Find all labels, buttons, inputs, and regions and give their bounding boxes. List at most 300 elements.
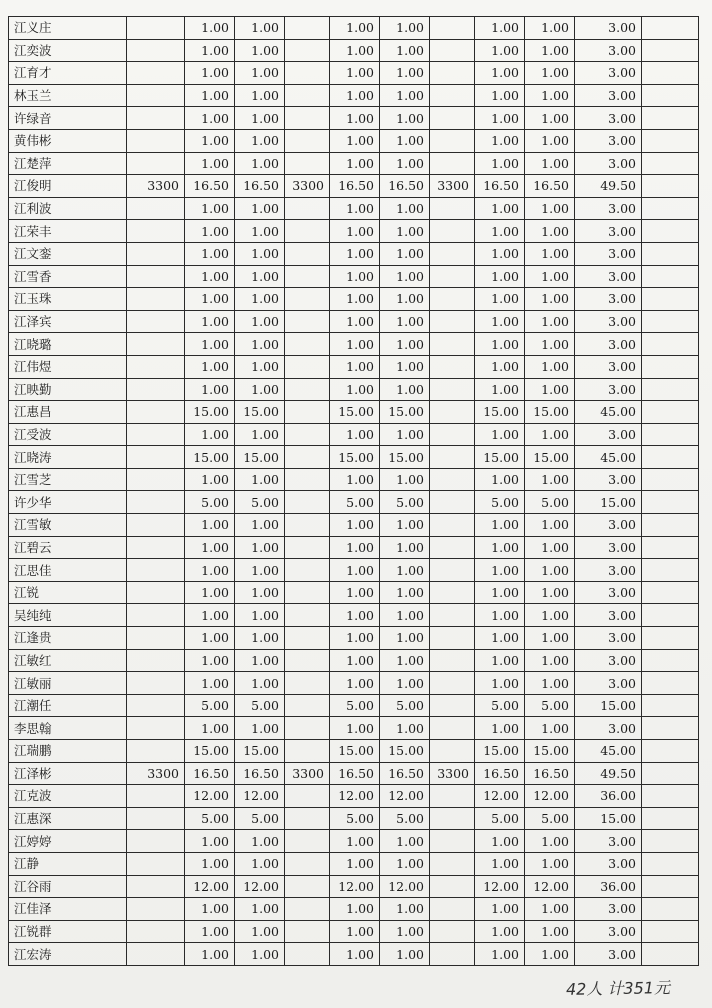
value-cell-f: 1.00 bbox=[380, 107, 430, 130]
value-cell-e: 1.00 bbox=[330, 581, 380, 604]
value-cell-a bbox=[127, 898, 185, 921]
value-cell-h: 15.00 bbox=[475, 740, 525, 763]
value-cell-e: 12.00 bbox=[330, 785, 380, 808]
value-cell-e: 1.00 bbox=[330, 152, 380, 175]
value-cell-f: 15.00 bbox=[380, 740, 430, 763]
value-cell-e: 16.50 bbox=[330, 762, 380, 785]
value-cell-f: 1.00 bbox=[380, 355, 430, 378]
value-cell-c: 1.00 bbox=[235, 310, 285, 333]
value-cell-b: 1.00 bbox=[185, 310, 235, 333]
value-cell-j: 45.00 bbox=[575, 740, 642, 763]
name-cell: 江雪香 bbox=[9, 265, 127, 288]
value-cell-a bbox=[127, 423, 185, 446]
value-cell-j: 3.00 bbox=[575, 107, 642, 130]
value-cell-h: 1.00 bbox=[475, 152, 525, 175]
value-cell-d bbox=[285, 581, 330, 604]
value-cell-d bbox=[285, 107, 330, 130]
value-cell-e: 1.00 bbox=[330, 220, 380, 243]
value-cell-b: 16.50 bbox=[185, 762, 235, 785]
value-cell-h: 1.00 bbox=[475, 265, 525, 288]
value-cell-h: 15.00 bbox=[475, 401, 525, 424]
value-cell-i: 1.00 bbox=[525, 197, 575, 220]
value-cell-c: 1.00 bbox=[235, 378, 285, 401]
value-cell-a bbox=[127, 129, 185, 152]
value-cell-h: 12.00 bbox=[475, 875, 525, 898]
table-row bbox=[9, 446, 699, 469]
table-row bbox=[9, 943, 699, 966]
table-row bbox=[9, 62, 699, 85]
value-cell-j: 3.00 bbox=[575, 830, 642, 853]
value-cell-d bbox=[285, 514, 330, 537]
value-cell-e: 15.00 bbox=[330, 740, 380, 763]
name-cell: 江育才 bbox=[9, 62, 127, 85]
table-row bbox=[9, 423, 699, 446]
name-cell: 江泽宾 bbox=[9, 310, 127, 333]
value-cell-i: 1.00 bbox=[525, 310, 575, 333]
value-cell-f: 1.00 bbox=[380, 717, 430, 740]
value-cell-i: 1.00 bbox=[525, 536, 575, 559]
value-cell-g bbox=[430, 627, 475, 650]
value-cell-g bbox=[430, 355, 475, 378]
value-cell-b: 1.00 bbox=[185, 84, 235, 107]
value-cell-c: 12.00 bbox=[235, 875, 285, 898]
value-cell-c: 5.00 bbox=[235, 807, 285, 830]
value-cell-h: 1.00 bbox=[475, 717, 525, 740]
value-cell-e: 1.00 bbox=[330, 129, 380, 152]
empty-cell bbox=[642, 852, 699, 875]
value-cell-b: 1.00 bbox=[185, 717, 235, 740]
empty-cell bbox=[642, 807, 699, 830]
value-cell-c: 1.00 bbox=[235, 536, 285, 559]
value-cell-j: 3.00 bbox=[575, 242, 642, 265]
value-cell-b: 15.00 bbox=[185, 446, 235, 469]
value-cell-h: 1.00 bbox=[475, 649, 525, 672]
name-cell: 江克波 bbox=[9, 785, 127, 808]
value-cell-e: 1.00 bbox=[330, 39, 380, 62]
value-cell-i: 1.00 bbox=[525, 468, 575, 491]
name-cell: 江谷雨 bbox=[9, 875, 127, 898]
value-cell-d bbox=[285, 242, 330, 265]
name-cell: 江静 bbox=[9, 852, 127, 875]
value-cell-d bbox=[285, 378, 330, 401]
table-row bbox=[9, 378, 699, 401]
value-cell-i: 1.00 bbox=[525, 107, 575, 130]
name-cell: 江泽彬 bbox=[9, 762, 127, 785]
value-cell-b: 1.00 bbox=[185, 852, 235, 875]
table-row bbox=[9, 627, 699, 650]
value-cell-b: 1.00 bbox=[185, 242, 235, 265]
value-cell-h: 1.00 bbox=[475, 355, 525, 378]
value-cell-d bbox=[285, 649, 330, 672]
value-cell-j: 3.00 bbox=[575, 355, 642, 378]
value-cell-g: 3300 bbox=[430, 175, 475, 198]
value-cell-g bbox=[430, 514, 475, 537]
value-cell-f: 1.00 bbox=[380, 288, 430, 311]
value-cell-h: 1.00 bbox=[475, 514, 525, 537]
value-cell-d bbox=[285, 84, 330, 107]
value-cell-j: 15.00 bbox=[575, 807, 642, 830]
value-cell-i: 1.00 bbox=[525, 62, 575, 85]
value-cell-b: 1.00 bbox=[185, 197, 235, 220]
value-cell-a bbox=[127, 468, 185, 491]
empty-cell bbox=[642, 536, 699, 559]
value-cell-c: 1.00 bbox=[235, 288, 285, 311]
value-cell-f: 1.00 bbox=[380, 468, 430, 491]
value-cell-g bbox=[430, 717, 475, 740]
value-cell-c: 1.00 bbox=[235, 717, 285, 740]
value-cell-h: 1.00 bbox=[475, 84, 525, 107]
name-cell: 江雪敏 bbox=[9, 514, 127, 537]
value-cell-e: 1.00 bbox=[330, 852, 380, 875]
value-cell-d bbox=[285, 536, 330, 559]
value-cell-c: 1.00 bbox=[235, 559, 285, 582]
empty-cell bbox=[642, 649, 699, 672]
name-cell: 江敏丽 bbox=[9, 672, 127, 695]
value-cell-j: 45.00 bbox=[575, 401, 642, 424]
value-cell-f: 1.00 bbox=[380, 39, 430, 62]
value-cell-j: 3.00 bbox=[575, 129, 642, 152]
empty-cell bbox=[642, 875, 699, 898]
table-row bbox=[9, 920, 699, 943]
value-cell-b: 1.00 bbox=[185, 17, 235, 40]
value-cell-j: 3.00 bbox=[575, 288, 642, 311]
value-cell-a bbox=[127, 649, 185, 672]
empty-cell bbox=[642, 152, 699, 175]
value-cell-a bbox=[127, 536, 185, 559]
empty-cell bbox=[642, 898, 699, 921]
table-row bbox=[9, 875, 699, 898]
value-cell-c: 1.00 bbox=[235, 830, 285, 853]
value-cell-a bbox=[127, 514, 185, 537]
value-cell-f: 1.00 bbox=[380, 423, 430, 446]
value-cell-g bbox=[430, 943, 475, 966]
value-cell-j: 3.00 bbox=[575, 17, 642, 40]
value-cell-h: 12.00 bbox=[475, 785, 525, 808]
value-cell-j: 49.50 bbox=[575, 175, 642, 198]
value-cell-i: 1.00 bbox=[525, 355, 575, 378]
value-cell-f: 1.00 bbox=[380, 943, 430, 966]
empty-cell bbox=[642, 672, 699, 695]
value-cell-e: 1.00 bbox=[330, 514, 380, 537]
value-cell-h: 16.50 bbox=[475, 175, 525, 198]
value-cell-i: 1.00 bbox=[525, 242, 575, 265]
empty-cell bbox=[642, 762, 699, 785]
value-cell-c: 1.00 bbox=[235, 17, 285, 40]
value-cell-d bbox=[285, 898, 330, 921]
value-cell-j: 3.00 bbox=[575, 468, 642, 491]
value-cell-d bbox=[285, 491, 330, 514]
value-cell-j: 3.00 bbox=[575, 220, 642, 243]
value-cell-d bbox=[285, 852, 330, 875]
value-cell-h: 1.00 bbox=[475, 378, 525, 401]
value-cell-f: 5.00 bbox=[380, 694, 430, 717]
value-cell-d: 3300 bbox=[285, 762, 330, 785]
value-cell-h: 1.00 bbox=[475, 559, 525, 582]
value-cell-d bbox=[285, 875, 330, 898]
value-cell-e: 16.50 bbox=[330, 175, 380, 198]
value-cell-j: 3.00 bbox=[575, 39, 642, 62]
value-cell-i: 1.00 bbox=[525, 333, 575, 356]
value-cell-c: 1.00 bbox=[235, 581, 285, 604]
value-cell-a bbox=[127, 197, 185, 220]
table-row bbox=[9, 265, 699, 288]
value-cell-e: 1.00 bbox=[330, 197, 380, 220]
value-cell-b: 12.00 bbox=[185, 875, 235, 898]
name-cell: 江敏红 bbox=[9, 649, 127, 672]
value-cell-e: 1.00 bbox=[330, 559, 380, 582]
value-cell-e: 1.00 bbox=[330, 423, 380, 446]
value-cell-j: 3.00 bbox=[575, 333, 642, 356]
value-cell-e: 5.00 bbox=[330, 807, 380, 830]
name-cell: 江奕波 bbox=[9, 39, 127, 62]
value-cell-d bbox=[285, 310, 330, 333]
value-cell-a bbox=[127, 491, 185, 514]
value-cell-d bbox=[285, 220, 330, 243]
empty-cell bbox=[642, 581, 699, 604]
table-row bbox=[9, 468, 699, 491]
value-cell-c: 1.00 bbox=[235, 107, 285, 130]
empty-cell bbox=[642, 785, 699, 808]
value-cell-h: 5.00 bbox=[475, 807, 525, 830]
value-cell-a bbox=[127, 740, 185, 763]
value-cell-i: 1.00 bbox=[525, 423, 575, 446]
value-cell-b: 1.00 bbox=[185, 898, 235, 921]
value-cell-g bbox=[430, 740, 475, 763]
value-cell-e: 1.00 bbox=[330, 536, 380, 559]
name-cell: 江雪芝 bbox=[9, 468, 127, 491]
table-row bbox=[9, 288, 699, 311]
value-cell-b: 1.00 bbox=[185, 378, 235, 401]
empty-cell bbox=[642, 17, 699, 40]
value-cell-g bbox=[430, 649, 475, 672]
value-cell-d bbox=[285, 17, 330, 40]
value-cell-a bbox=[127, 807, 185, 830]
table-row bbox=[9, 39, 699, 62]
value-cell-g bbox=[430, 446, 475, 469]
empty-cell bbox=[642, 220, 699, 243]
value-cell-a bbox=[127, 310, 185, 333]
value-cell-g bbox=[430, 242, 475, 265]
value-cell-d bbox=[285, 423, 330, 446]
value-cell-h: 15.00 bbox=[475, 446, 525, 469]
empty-cell bbox=[642, 514, 699, 537]
value-cell-i: 1.00 bbox=[525, 920, 575, 943]
value-cell-f: 16.50 bbox=[380, 175, 430, 198]
empty-cell bbox=[642, 39, 699, 62]
value-cell-c: 15.00 bbox=[235, 740, 285, 763]
value-cell-e: 1.00 bbox=[330, 627, 380, 650]
name-cell: 江俊明 bbox=[9, 175, 127, 198]
empty-cell bbox=[642, 265, 699, 288]
value-cell-d bbox=[285, 672, 330, 695]
value-cell-a bbox=[127, 830, 185, 853]
value-cell-i: 1.00 bbox=[525, 830, 575, 853]
value-cell-d bbox=[285, 39, 330, 62]
value-cell-e: 1.00 bbox=[330, 333, 380, 356]
value-cell-c: 1.00 bbox=[235, 152, 285, 175]
value-cell-b: 1.00 bbox=[185, 604, 235, 627]
value-cell-f: 1.00 bbox=[380, 627, 430, 650]
value-cell-a bbox=[127, 355, 185, 378]
name-cell: 江映勤 bbox=[9, 378, 127, 401]
value-cell-j: 3.00 bbox=[575, 604, 642, 627]
value-cell-e: 1.00 bbox=[330, 672, 380, 695]
value-cell-i: 1.00 bbox=[525, 627, 575, 650]
value-cell-j: 3.00 bbox=[575, 423, 642, 446]
value-cell-j: 3.00 bbox=[575, 152, 642, 175]
value-cell-e: 1.00 bbox=[330, 242, 380, 265]
value-cell-f: 1.00 bbox=[380, 152, 430, 175]
value-cell-g bbox=[430, 559, 475, 582]
value-cell-a bbox=[127, 152, 185, 175]
value-cell-j: 45.00 bbox=[575, 446, 642, 469]
value-cell-j: 3.00 bbox=[575, 717, 642, 740]
value-cell-a bbox=[127, 288, 185, 311]
table-row bbox=[9, 559, 699, 582]
value-cell-c: 1.00 bbox=[235, 84, 285, 107]
value-cell-e: 1.00 bbox=[330, 107, 380, 130]
name-cell: 江佳泽 bbox=[9, 898, 127, 921]
value-cell-j: 3.00 bbox=[575, 265, 642, 288]
value-cell-a bbox=[127, 84, 185, 107]
value-cell-f: 1.00 bbox=[380, 333, 430, 356]
value-cell-i: 1.00 bbox=[525, 84, 575, 107]
value-cell-f: 5.00 bbox=[380, 807, 430, 830]
value-cell-j: 3.00 bbox=[575, 84, 642, 107]
value-cell-c: 12.00 bbox=[235, 785, 285, 808]
table-row bbox=[9, 242, 699, 265]
value-cell-g bbox=[430, 152, 475, 175]
value-cell-d bbox=[285, 333, 330, 356]
empty-cell bbox=[642, 943, 699, 966]
empty-cell bbox=[642, 468, 699, 491]
value-cell-b: 1.00 bbox=[185, 265, 235, 288]
value-cell-e: 1.00 bbox=[330, 830, 380, 853]
value-cell-f: 12.00 bbox=[380, 875, 430, 898]
value-cell-i: 12.00 bbox=[525, 875, 575, 898]
value-cell-a bbox=[127, 785, 185, 808]
value-cell-e: 15.00 bbox=[330, 401, 380, 424]
value-cell-a bbox=[127, 446, 185, 469]
empty-cell bbox=[642, 694, 699, 717]
table-row bbox=[9, 355, 699, 378]
value-cell-g bbox=[430, 129, 475, 152]
value-cell-f: 1.00 bbox=[380, 197, 430, 220]
value-cell-f: 1.00 bbox=[380, 310, 430, 333]
value-cell-c: 1.00 bbox=[235, 627, 285, 650]
value-cell-g bbox=[430, 265, 475, 288]
value-cell-b: 1.00 bbox=[185, 559, 235, 582]
value-cell-b: 5.00 bbox=[185, 807, 235, 830]
value-cell-e: 5.00 bbox=[330, 694, 380, 717]
value-cell-c: 1.00 bbox=[235, 852, 285, 875]
value-cell-c: 1.00 bbox=[235, 514, 285, 537]
value-cell-f: 1.00 bbox=[380, 672, 430, 695]
value-cell-j: 3.00 bbox=[575, 649, 642, 672]
name-cell: 江碧云 bbox=[9, 536, 127, 559]
value-cell-f: 1.00 bbox=[380, 220, 430, 243]
empty-cell bbox=[642, 175, 699, 198]
empty-cell bbox=[642, 378, 699, 401]
value-cell-b: 1.00 bbox=[185, 649, 235, 672]
value-cell-h: 1.00 bbox=[475, 129, 525, 152]
value-cell-g: 3300 bbox=[430, 762, 475, 785]
value-cell-e: 1.00 bbox=[330, 943, 380, 966]
table-row bbox=[9, 197, 699, 220]
value-cell-i: 1.00 bbox=[525, 39, 575, 62]
empty-cell bbox=[642, 197, 699, 220]
table-row bbox=[9, 785, 699, 808]
empty-cell bbox=[642, 288, 699, 311]
value-cell-h: 5.00 bbox=[475, 694, 525, 717]
value-cell-b: 1.00 bbox=[185, 920, 235, 943]
value-cell-a bbox=[127, 220, 185, 243]
value-cell-d bbox=[285, 62, 330, 85]
value-cell-g bbox=[430, 423, 475, 446]
value-cell-c: 1.00 bbox=[235, 220, 285, 243]
name-cell: 江锐群 bbox=[9, 920, 127, 943]
value-cell-e: 1.00 bbox=[330, 649, 380, 672]
table-row bbox=[9, 762, 699, 785]
value-cell-f: 1.00 bbox=[380, 62, 430, 85]
value-cell-h: 1.00 bbox=[475, 852, 525, 875]
value-cell-c: 1.00 bbox=[235, 672, 285, 695]
empty-cell bbox=[642, 830, 699, 853]
table-row bbox=[9, 401, 699, 424]
table-row bbox=[9, 310, 699, 333]
value-cell-g bbox=[430, 107, 475, 130]
value-cell-h: 1.00 bbox=[475, 468, 525, 491]
value-cell-b: 1.00 bbox=[185, 830, 235, 853]
empty-cell bbox=[642, 107, 699, 130]
table-row bbox=[9, 220, 699, 243]
value-cell-a bbox=[127, 265, 185, 288]
value-cell-a: 3300 bbox=[127, 175, 185, 198]
value-cell-i: 16.50 bbox=[525, 175, 575, 198]
value-cell-f: 1.00 bbox=[380, 129, 430, 152]
empty-cell bbox=[642, 717, 699, 740]
empty-cell bbox=[642, 446, 699, 469]
value-cell-i: 1.00 bbox=[525, 717, 575, 740]
value-cell-b: 1.00 bbox=[185, 943, 235, 966]
value-cell-e: 1.00 bbox=[330, 84, 380, 107]
value-cell-f: 1.00 bbox=[380, 265, 430, 288]
table-row bbox=[9, 694, 699, 717]
value-cell-f: 1.00 bbox=[380, 604, 430, 627]
value-cell-c: 16.50 bbox=[235, 762, 285, 785]
value-cell-a bbox=[127, 39, 185, 62]
value-cell-f: 1.00 bbox=[380, 536, 430, 559]
value-cell-e: 1.00 bbox=[330, 288, 380, 311]
value-cell-e: 12.00 bbox=[330, 875, 380, 898]
name-cell: 江晓璐 bbox=[9, 333, 127, 356]
value-cell-a bbox=[127, 107, 185, 130]
value-cell-d bbox=[285, 785, 330, 808]
value-cell-e: 1.00 bbox=[330, 378, 380, 401]
value-cell-i: 12.00 bbox=[525, 785, 575, 808]
value-cell-g bbox=[430, 807, 475, 830]
value-cell-f: 1.00 bbox=[380, 559, 430, 582]
value-cell-d bbox=[285, 694, 330, 717]
value-cell-i: 5.00 bbox=[525, 807, 575, 830]
table-row bbox=[9, 129, 699, 152]
value-cell-f: 1.00 bbox=[380, 84, 430, 107]
value-cell-h: 1.00 bbox=[475, 423, 525, 446]
value-cell-h: 1.00 bbox=[475, 197, 525, 220]
table-row bbox=[9, 830, 699, 853]
value-cell-b: 15.00 bbox=[185, 740, 235, 763]
value-cell-j: 15.00 bbox=[575, 491, 642, 514]
